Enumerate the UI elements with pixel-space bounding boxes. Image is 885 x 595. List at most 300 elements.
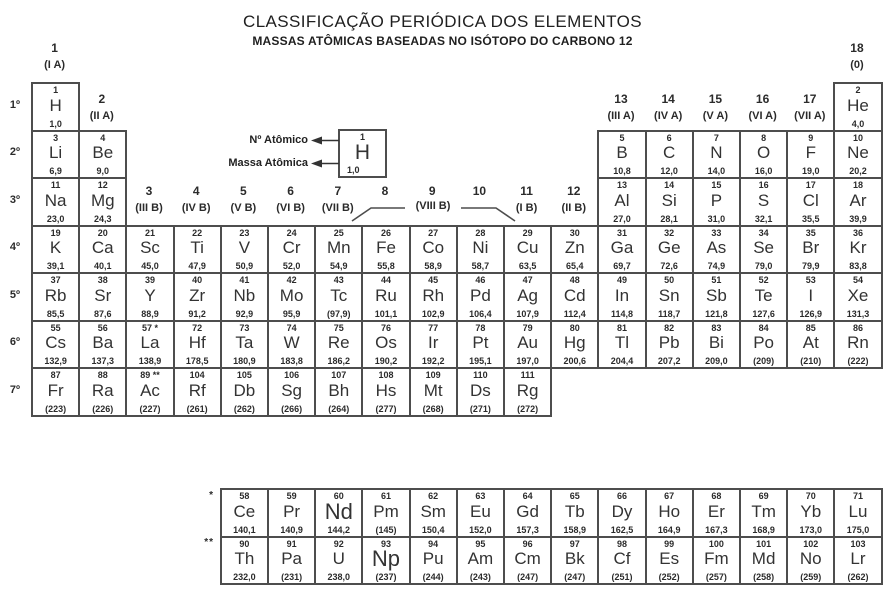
group-number: 6	[287, 184, 294, 198]
element-symbol: Tl	[614, 333, 630, 353]
atomic-mass: (262)	[847, 572, 869, 582]
element-symbol: Ti	[190, 238, 204, 258]
atomic-mass: 35,5	[802, 213, 820, 224]
group-number: 9	[428, 184, 436, 198]
element-symbol: Ne	[847, 143, 869, 163]
atomic-number: 108	[378, 370, 394, 380]
atomic-number: 93	[380, 538, 391, 549]
atomic-mass: 157,3	[516, 524, 539, 535]
period-label-3: 3º	[9, 193, 21, 206]
group-number: 17	[803, 92, 817, 106]
element-symbol: Ar	[849, 190, 867, 210]
atomic-mass: 144,2	[327, 524, 351, 535]
atomic-number: 95	[475, 538, 486, 549]
actinide-cell-md	[739, 536, 788, 586]
atomic-mass: (226)	[92, 403, 114, 414]
element-cell-cu	[503, 225, 552, 275]
element-symbol: U	[332, 549, 345, 569]
atomic-number: 106	[284, 370, 300, 380]
element-cell-mn	[314, 225, 363, 275]
atomic-number: 105	[236, 370, 252, 380]
atomic-mass: 52,0	[282, 261, 301, 271]
element-symbol: Ac	[140, 380, 160, 400]
element-symbol: Tc	[330, 285, 348, 305]
element-symbol: Eu	[469, 501, 491, 521]
atomic-number: 41	[239, 275, 250, 285]
element-cell-be	[78, 130, 127, 180]
group-label: (III B)	[135, 202, 163, 214]
atomic-mass: 50,9	[235, 261, 254, 271]
atomic-number: 23	[239, 227, 250, 238]
atomic-mass: 162,5	[610, 524, 634, 535]
atomic-number: 77	[428, 322, 439, 333]
atomic-mass: 152,0	[469, 524, 492, 535]
actinide-cell-pa	[267, 536, 316, 586]
atomic-number: 74	[286, 322, 297, 333]
atomic-mass: 207,2	[657, 356, 681, 366]
element-symbol: Ba	[92, 333, 114, 353]
lanthanide-cell-sm	[409, 488, 458, 538]
atomic-mass: 102,9	[421, 308, 445, 319]
atomic-mass: 85,5	[46, 308, 65, 319]
actinide-cell-cf	[597, 536, 646, 586]
atomic-number: 18	[852, 180, 863, 190]
element-symbol: Cr	[282, 238, 301, 258]
element-cell-sn	[645, 272, 694, 322]
element-symbol: Es	[659, 549, 680, 569]
element-symbol: Tb	[564, 501, 585, 521]
element-symbol: V	[238, 238, 251, 258]
atomic-mass: 4,0	[851, 118, 865, 129]
element-cell-p	[692, 177, 741, 227]
actinide-cell-u	[314, 536, 363, 586]
element-symbol: Bi	[708, 333, 724, 353]
atomic-mass: 183,8	[280, 356, 303, 366]
element-symbol: Mg	[90, 190, 115, 210]
element-symbol: Cf	[613, 549, 631, 569]
element-symbol: K	[49, 238, 62, 258]
element-symbol: Cd	[563, 285, 586, 305]
atomic-mass: 74,9	[707, 261, 726, 271]
element-symbol: Hg	[563, 333, 586, 353]
element-cell-rf	[173, 367, 222, 417]
actinide-cell-pu	[409, 536, 458, 586]
atomic-mass: 1,0	[49, 118, 62, 129]
atomic-mass: (97,9)	[327, 308, 351, 319]
element-symbol: Hf	[188, 333, 206, 353]
atomic-number: 82	[664, 322, 675, 333]
group-number: 1	[51, 41, 58, 55]
element-symbol: Sb	[705, 285, 727, 305]
actinide-cell-bk	[550, 536, 599, 586]
element-symbol: H	[49, 95, 62, 115]
atomic-mass: 200,6	[563, 356, 587, 366]
atomic-mass: 197,0	[516, 356, 539, 366]
atomic-number: 51	[711, 275, 722, 285]
element-cell-b	[597, 130, 646, 180]
atomic-number: 70	[805, 491, 816, 501]
element-cell-xe	[833, 272, 882, 322]
element-cell-te	[739, 272, 788, 322]
element-symbol: Pa	[281, 549, 302, 569]
element-cell-ir	[409, 320, 458, 370]
element-cell-sr	[78, 272, 127, 322]
element-cell-br	[786, 225, 835, 275]
atomic-number: 2	[855, 85, 861, 95]
element-symbol: Be	[92, 143, 114, 163]
atomic-number: 33	[711, 227, 722, 238]
element-cell-re	[314, 320, 363, 370]
element-cell-cs	[31, 320, 80, 370]
atomic-number: 72	[192, 322, 203, 333]
group-label: (VII A)	[794, 110, 826, 122]
atomic-mass: 91,2	[188, 308, 206, 319]
element-symbol: B	[616, 143, 628, 163]
atomic-number: 69	[758, 491, 769, 501]
group-label: (I B)	[515, 202, 538, 214]
atomic-mass: 54,9	[330, 261, 348, 271]
atomic-mass: 168,9	[752, 524, 775, 535]
atomic-mass: (210)	[800, 356, 822, 366]
atomic-number: 9	[808, 132, 814, 143]
element-symbol: As	[706, 238, 727, 258]
lanthanide-cell-pm	[361, 488, 410, 538]
actinide-cell-no	[786, 536, 835, 586]
legend-atomic-mass-label: Massa Atômica	[228, 157, 308, 169]
atomic-mass: 39,9	[849, 213, 867, 224]
atomic-mass: 20,2	[849, 166, 867, 176]
element-cell-zr	[173, 272, 222, 322]
element-cell-sb	[692, 272, 741, 322]
element-symbol: Pm	[373, 501, 399, 521]
atomic-number: 87	[50, 370, 61, 380]
atomic-number: 52	[758, 275, 769, 285]
element-symbol: Db	[233, 380, 256, 400]
atomic-mass: (277)	[375, 403, 397, 414]
atomic-number: 20	[97, 227, 108, 238]
atomic-mass: 14,0	[707, 166, 726, 176]
element-symbol: Sm	[420, 501, 446, 521]
atomic-number: 14	[664, 180, 675, 190]
atomic-number: 53	[805, 275, 816, 285]
element-cell-fr	[31, 367, 80, 417]
element-cell-mo	[267, 272, 316, 322]
atomic-mass: 24,3	[94, 213, 112, 224]
element-symbol: Rh	[422, 285, 445, 305]
group-label: (VI A)	[748, 110, 777, 122]
atomic-number: 83	[711, 322, 722, 333]
element-cell-bi	[692, 320, 741, 370]
element-cell-ni	[456, 225, 505, 275]
element-cell-ge	[645, 225, 694, 275]
atomic-mass: 16,0	[754, 166, 773, 176]
element-cell-rn	[833, 320, 882, 370]
element-cell-hf	[173, 320, 222, 370]
period-label-1: 1º	[9, 98, 21, 111]
element-symbol: Er	[707, 501, 725, 521]
atomic-number: 19	[50, 227, 61, 238]
element-cell-ne	[833, 130, 882, 180]
atomic-mass: (231)	[281, 572, 303, 582]
element-symbol: Na	[44, 190, 67, 210]
group-label: (I A)	[44, 59, 66, 71]
element-cell-li	[31, 130, 80, 180]
element-symbol: Ga	[610, 238, 634, 258]
atomic-mass: 114,8	[610, 308, 633, 319]
atomic-number: 79	[522, 322, 533, 333]
element-symbol: Lr	[850, 549, 866, 569]
atomic-number: 12	[97, 180, 108, 190]
element-cell-db	[220, 367, 269, 417]
element-cell-si	[645, 177, 694, 227]
element-cell-zn	[550, 225, 599, 275]
atomic-mass: 79,9	[802, 261, 820, 271]
atomic-number: 58	[239, 491, 250, 501]
element-symbol: Yb	[800, 501, 822, 521]
element-cell-pt	[456, 320, 505, 370]
element-symbol: F	[805, 143, 816, 163]
group-number: 3	[145, 184, 153, 198]
atomic-mass: 19,0	[802, 166, 820, 176]
atomic-mass: (145)	[375, 524, 397, 535]
element-symbol: Br	[802, 238, 820, 258]
atomic-mass: 72,6	[660, 261, 678, 271]
element-symbol: I	[808, 285, 814, 305]
atomic-mass: 12,0	[660, 166, 678, 176]
element-cell-as	[692, 225, 741, 275]
group-number: 12	[567, 184, 581, 198]
group-label: (II B)	[561, 202, 586, 214]
period-label-6: 6º	[9, 336, 21, 349]
element-symbol: Cu	[516, 238, 539, 258]
element-symbol: Ce	[233, 501, 256, 521]
atomic-number: 111	[520, 370, 535, 380]
atomic-number: 54	[852, 275, 863, 285]
element-symbol: Sg	[281, 380, 302, 400]
element-symbol: S	[757, 190, 770, 210]
element-symbol: Mt	[423, 380, 443, 400]
atomic-number: 55	[50, 322, 61, 333]
element-cell-v	[220, 225, 269, 275]
atomic-number: 75	[333, 322, 344, 333]
actinide-cell-es	[645, 536, 694, 586]
element-symbol: Nb	[233, 285, 256, 305]
element-cell-se	[739, 225, 788, 275]
atomic-number: 81	[616, 322, 627, 333]
atomic-number: 46	[475, 275, 486, 285]
element-cell-co	[409, 225, 458, 275]
element-symbol: Lu	[848, 501, 868, 521]
element-cell-la	[125, 320, 174, 370]
element-symbol: Ge	[657, 238, 681, 258]
element-symbol: Ra	[91, 380, 114, 400]
atomic-number: 104	[189, 370, 205, 380]
page-subtitle: MASSAS ATÔMICAS BASEADAS NO ISÓTOPO DO CARBONO 12	[252, 34, 633, 48]
atomic-mass: (247)	[564, 572, 586, 582]
atomic-number: 71	[852, 491, 863, 501]
element-cell-s	[739, 177, 788, 227]
actinide-row-marker: **	[204, 537, 214, 548]
atomic-mass: 88,9	[141, 308, 159, 319]
atomic-number: 92	[333, 538, 344, 549]
atomic-number: 21	[144, 227, 155, 238]
atomic-mass: 132,9	[44, 356, 67, 366]
legend-atomic-number-arrow-icon	[311, 137, 339, 145]
element-cell-ru	[361, 272, 410, 322]
atomic-number: 110	[473, 370, 488, 380]
atomic-number: 13	[616, 180, 627, 190]
group-header-12	[544, 184, 603, 215]
element-cell-ga	[597, 225, 646, 275]
element-cell-sg	[267, 367, 316, 417]
atomic-number: 36	[852, 227, 863, 238]
group-number: 8	[381, 184, 389, 198]
atomic-mass: (244)	[422, 572, 444, 582]
lanthanide-cell-tb	[550, 488, 599, 538]
element-cell-rb	[31, 272, 80, 322]
element-symbol: Cm	[514, 549, 541, 569]
element-cell-o	[739, 130, 788, 180]
atomic-mass: 238,0	[327, 572, 351, 582]
lanthanide-cell-ho	[645, 488, 694, 538]
atomic-number: 48	[569, 275, 580, 285]
atomic-mass: 178,5	[185, 356, 209, 366]
element-cell-c	[645, 130, 694, 180]
atomic-number: 91	[286, 538, 297, 549]
group-number: 14	[661, 92, 675, 106]
element-symbol: Pd	[469, 285, 491, 305]
element-symbol: Rn	[847, 333, 869, 353]
element-symbol: Md	[751, 549, 776, 569]
group-label: (VII B)	[321, 202, 354, 214]
atomic-mass: 95,9	[282, 308, 301, 319]
atomic-mass: 190,2	[374, 356, 398, 366]
element-symbol: C	[663, 143, 676, 163]
element-cell-pd	[456, 272, 505, 322]
element-cell-kr	[833, 225, 882, 275]
element-symbol: Zn	[564, 238, 585, 258]
atomic-number: 25	[333, 227, 344, 238]
element-symbol: In	[614, 285, 630, 305]
element-symbol: Sr	[94, 285, 112, 305]
atomic-number: 28	[475, 227, 486, 238]
element-cell-i	[786, 272, 835, 322]
element-symbol: He	[847, 95, 869, 115]
element-cell-y	[125, 272, 174, 322]
atomic-mass: (261)	[186, 403, 208, 414]
atomic-number: 43	[333, 275, 344, 285]
element-cell-he	[833, 82, 882, 132]
atomic-number: 26	[380, 227, 391, 238]
atomic-mass: (209)	[753, 356, 775, 366]
group-number: 16	[755, 92, 770, 106]
element-symbol: Hs	[375, 380, 397, 400]
atomic-number: 65	[569, 491, 580, 501]
element-symbol: Nd	[324, 498, 353, 524]
atomic-mass: 83,8	[849, 261, 867, 271]
element-symbol: Y	[144, 285, 156, 305]
legend-atomic-number-label: Nº Atômico	[249, 134, 308, 146]
element-cell-cd	[550, 272, 599, 322]
atomic-mass: (271)	[469, 403, 491, 414]
element-symbol: Pb	[658, 333, 680, 353]
atomic-number: 6	[666, 132, 672, 143]
atomic-mass: (258)	[753, 572, 775, 582]
atomic-number: 42	[286, 275, 297, 285]
atomic-mass: (223)	[45, 403, 67, 414]
element-symbol: Zr	[189, 285, 206, 305]
element-symbol: Fm	[704, 549, 729, 569]
atomic-mass: 175,0	[846, 524, 870, 535]
lanthanide-cell-eu	[456, 488, 505, 538]
actinide-cell-cm	[503, 536, 552, 586]
group-number: 4	[192, 184, 200, 198]
atomic-mass: 192,2	[421, 356, 445, 366]
element-symbol: La	[140, 333, 160, 353]
atomic-number: 94	[428, 538, 439, 549]
atomic-number: 73	[239, 322, 250, 333]
atomic-number: 100	[708, 538, 724, 549]
element-symbol: Po	[753, 333, 774, 353]
atomic-number: 45	[428, 275, 439, 285]
group-label: (0)	[850, 59, 864, 71]
atomic-mass: 209,0	[705, 356, 728, 366]
lanthanide-cell-gd	[503, 488, 552, 538]
atomic-number: 56	[97, 322, 108, 333]
atomic-number: 4	[100, 132, 106, 143]
atomic-mass: 6,9	[49, 166, 62, 176]
atomic-number: 49	[616, 275, 627, 285]
element-cell-ca	[78, 225, 127, 275]
group-header-18	[827, 41, 885, 72]
element-cell-h	[31, 82, 80, 132]
element-cell-f	[786, 130, 835, 180]
element-cell-tl	[597, 320, 646, 370]
lanthanide-row-marker: *	[209, 490, 214, 501]
group-viii-b-label: (VIII B)	[415, 200, 451, 212]
atomic-mass: 58,7	[471, 261, 490, 271]
element-symbol: Al	[614, 190, 630, 210]
atomic-mass: (259)	[800, 572, 822, 582]
atomic-number: 84	[758, 322, 769, 333]
element-symbol: Co	[422, 238, 445, 258]
atomic-number: 47	[522, 275, 533, 285]
atomic-number: 35	[805, 227, 816, 238]
atomic-mass: (252)	[658, 572, 680, 582]
atomic-number: 38	[97, 275, 108, 285]
group-number: 7	[334, 184, 342, 198]
atomic-number: 101	[756, 538, 772, 549]
atomic-mass: 65,4	[566, 261, 584, 271]
actinide-cell-lr	[833, 536, 882, 586]
element-cell-n	[692, 130, 741, 180]
element-symbol: Rg	[516, 380, 539, 400]
element-symbol: Am	[467, 549, 494, 569]
element-cell-ra	[78, 367, 127, 417]
element-symbol: Cs	[45, 333, 66, 353]
atomic-number: 76	[380, 322, 391, 333]
atomic-number: 39	[144, 275, 155, 285]
atomic-mass: 32,1	[754, 213, 773, 224]
lanthanide-cell-tm	[739, 488, 788, 538]
lanthanide-cell-pr	[267, 488, 316, 538]
element-cell-ta	[220, 320, 269, 370]
atomic-mass: (237)	[375, 572, 397, 582]
atomic-mass: (251)	[611, 572, 633, 582]
legend-sample-symbol: H	[354, 140, 371, 164]
element-cell-al	[597, 177, 646, 227]
element-cell-na	[31, 177, 80, 227]
